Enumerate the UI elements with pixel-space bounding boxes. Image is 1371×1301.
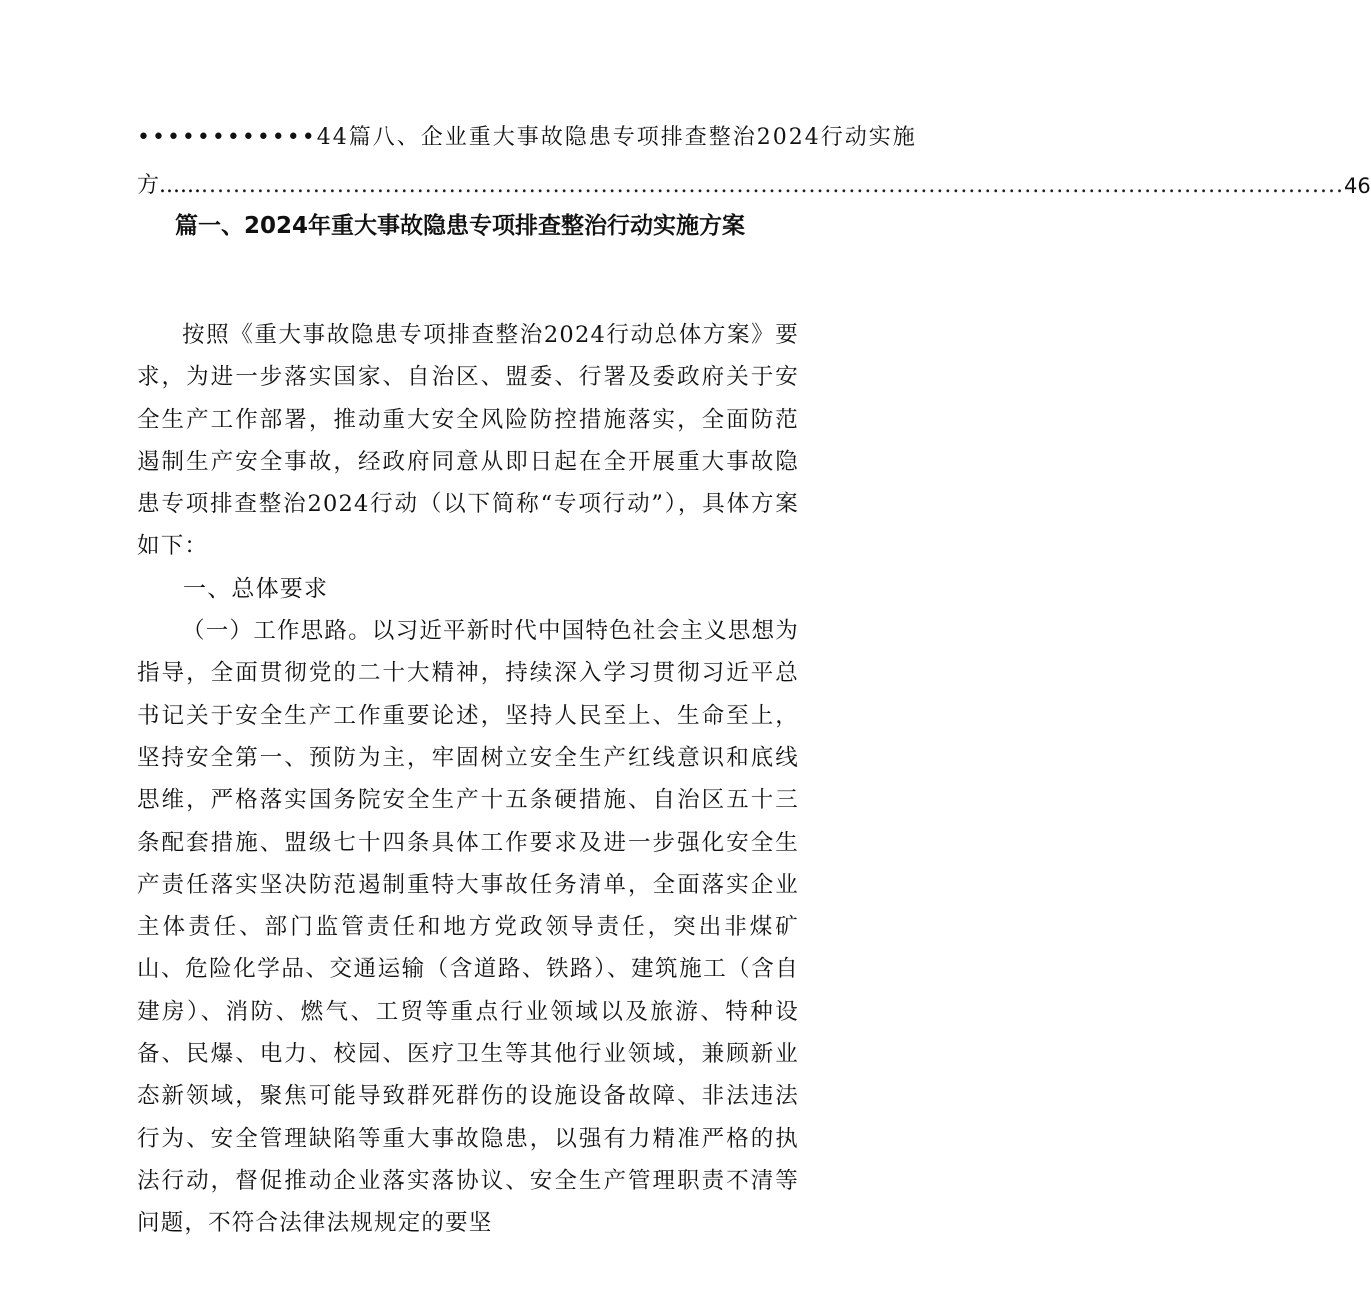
- toc-page-number: 46: [1344, 174, 1371, 198]
- toc-entry-continuation[interactable]: [137, 166, 1371, 206]
- section-heading: 一、总体要求: [183, 575, 329, 602]
- document-body: [137, 314, 799, 1245]
- document-title: 篇一、2024年重大事故隐患专项排查整治行动实施方案: [174, 213, 745, 239]
- body-paragraph: （一）工作思路。以习近平新时代中国特色社会主义思想为指导，全面贯彻党的二十大精神，持续深入学习贯彻习近平总书记关于安全生产工作重要论述，坚持人民至上、生命至上，坚持安全第一、预防为主，牢固树立安全生产红线意识和底线思维，严格落实国务院安全生产十五条硬措施、自治区五十三条配套措施、盟级七十四条具体工作要求及进一步强化安全生产责任落实坚决防范遏制重特大事故任务清单，全面落实企业主体责任、部门监管责任和地方党政领导责任，突出非煤矿山、危险化学品、交通运输（含道路、铁路）、建筑施工（含自建房）、消防、燃气、工贸等重点行业领域以及旅游、特种设备、民爆、电力、校园、医疗卫生等其他行业领域，兼顾新业态新领域，聚焦可能导致群死群伤的设施设备故障、非法违法行为、安全管理缺陷等重大事故隐患，以强有力精准严格的执法行动，督促推动企业落实落协议、安全生产管理职责不清等问题，不符合法律法规规定的要坚: [137, 618, 799, 1237]
- toc-entry-text: 方......: [137, 173, 201, 198]
- intro-paragraph: 按照《重大事故隐患专项排查整治2024行动总体方案》要求，为进一步落实国家、自治区、盟委、行署及委政府关于安全生产工作部署，推动重大安全风险防控措施落实，全面防范遏制生产安全事故，经政府同意从即日起在全开展重大事故隐患专项排查整治2024行动（以下简称“专项行动”），具体方案如下：: [137, 322, 799, 560]
- toc-leader-dots: ...............................................................................................................................................: [200, 173, 1344, 198]
- toc-entry-line[interactable]: ••••••••••••44篇八、企业重大事故隐患专项排查整治2024行动实施: [137, 125, 917, 150]
